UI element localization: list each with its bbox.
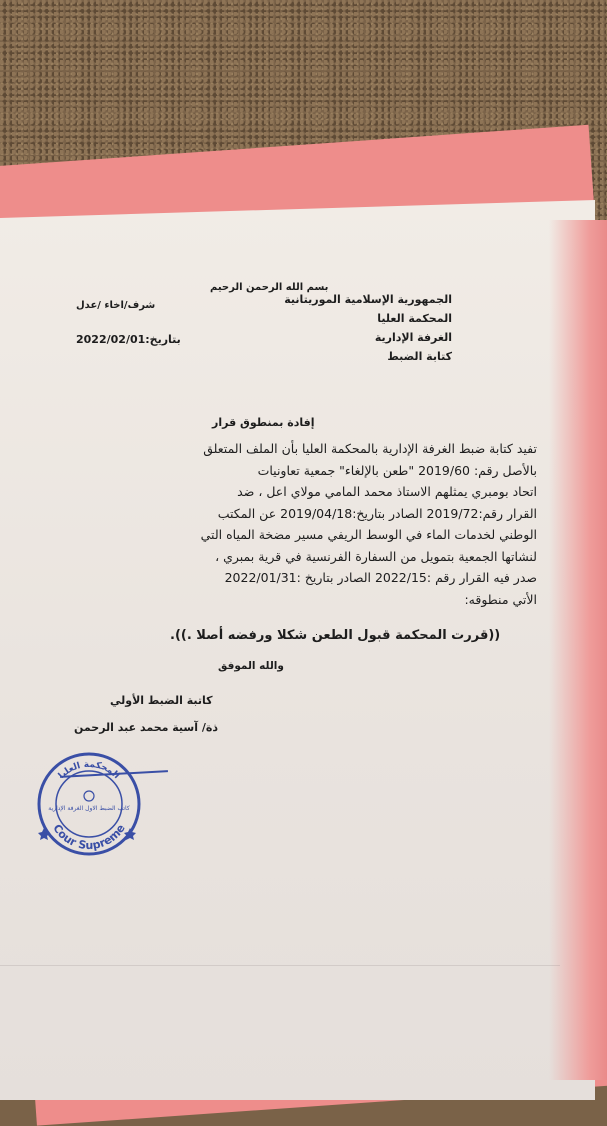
closing-phrase: والله الموفق: [218, 660, 284, 672]
body-line: الأتي منطوقه:: [464, 591, 537, 607]
header-chamber: الغرفة الإدارية: [374, 331, 452, 344]
body-line: اتحاد بومبري يمثلهم الاستاذ محمد المامي مولاي اعل ، ضد: [237, 484, 537, 499]
body-line: صدر فيه القرار رقم :2022/15 الصادر بتاريخ :2022/01/31: [224, 570, 537, 585]
stamp-top-text: المحكمة العليا: [56, 759, 122, 782]
pink-paper-edge: [549, 220, 607, 1080]
body-line: الوطني لخدمات الماء في الوسط الريفي مسير مضخة المياه التي: [200, 527, 537, 542]
stamp-bottom-text: Cour Supreme: [50, 821, 128, 853]
court-stamp: [34, 748, 144, 860]
emblem-icon: [84, 791, 94, 801]
header-country: الجمهورية الإسلامية الموريتانية: [284, 293, 452, 306]
body-line: تفيد كتابة ضبط الغرفة الإدارية بالمحكمة العليا بأن الملف المتعلق: [203, 441, 537, 456]
document-body: [67, 438, 537, 610]
body-line: القرار رقم:2019/72 الصادر بتاريخ:2019/04/18 عن المكتب: [217, 505, 537, 521]
signatory-name: ذة/ آسية محمد عبد الرحمن: [74, 721, 218, 734]
signatory-title: كاتبة الضبط الأولي: [110, 694, 213, 707]
motto: شرف/اخاء /عدل: [76, 300, 156, 311]
issuer-header: [284, 290, 452, 366]
ruling-text: ((قررت المحكمة قبول الطعن شكلا ورفضه أصلا .)).: [170, 628, 501, 643]
body-line: لنشاتها الجمعية بتمويل من السفارة الفرنسية في قرية بمبري ،: [215, 548, 537, 564]
paper-crease: [0, 965, 560, 966]
basmala: بسم الله الرحمن الرحيم: [210, 282, 329, 293]
stamp-middle-text: كاتب الضبط الاول الغرفة الإدارية: [48, 805, 130, 812]
body-line: بالأصل رقم: 2019/60 "طعن بالإلغاء" جمعية تعاونيات: [257, 462, 537, 478]
header-registry: كتابة الضبط: [387, 350, 452, 363]
document-date: بتاريخ:2022/02/01: [76, 333, 181, 346]
stamp-inner-ring: [56, 771, 122, 837]
star-icon: [38, 828, 50, 840]
header-court: المحكمة العليا: [377, 312, 452, 325]
document-subject: إفادة بمنطوق قرار: [212, 416, 315, 429]
